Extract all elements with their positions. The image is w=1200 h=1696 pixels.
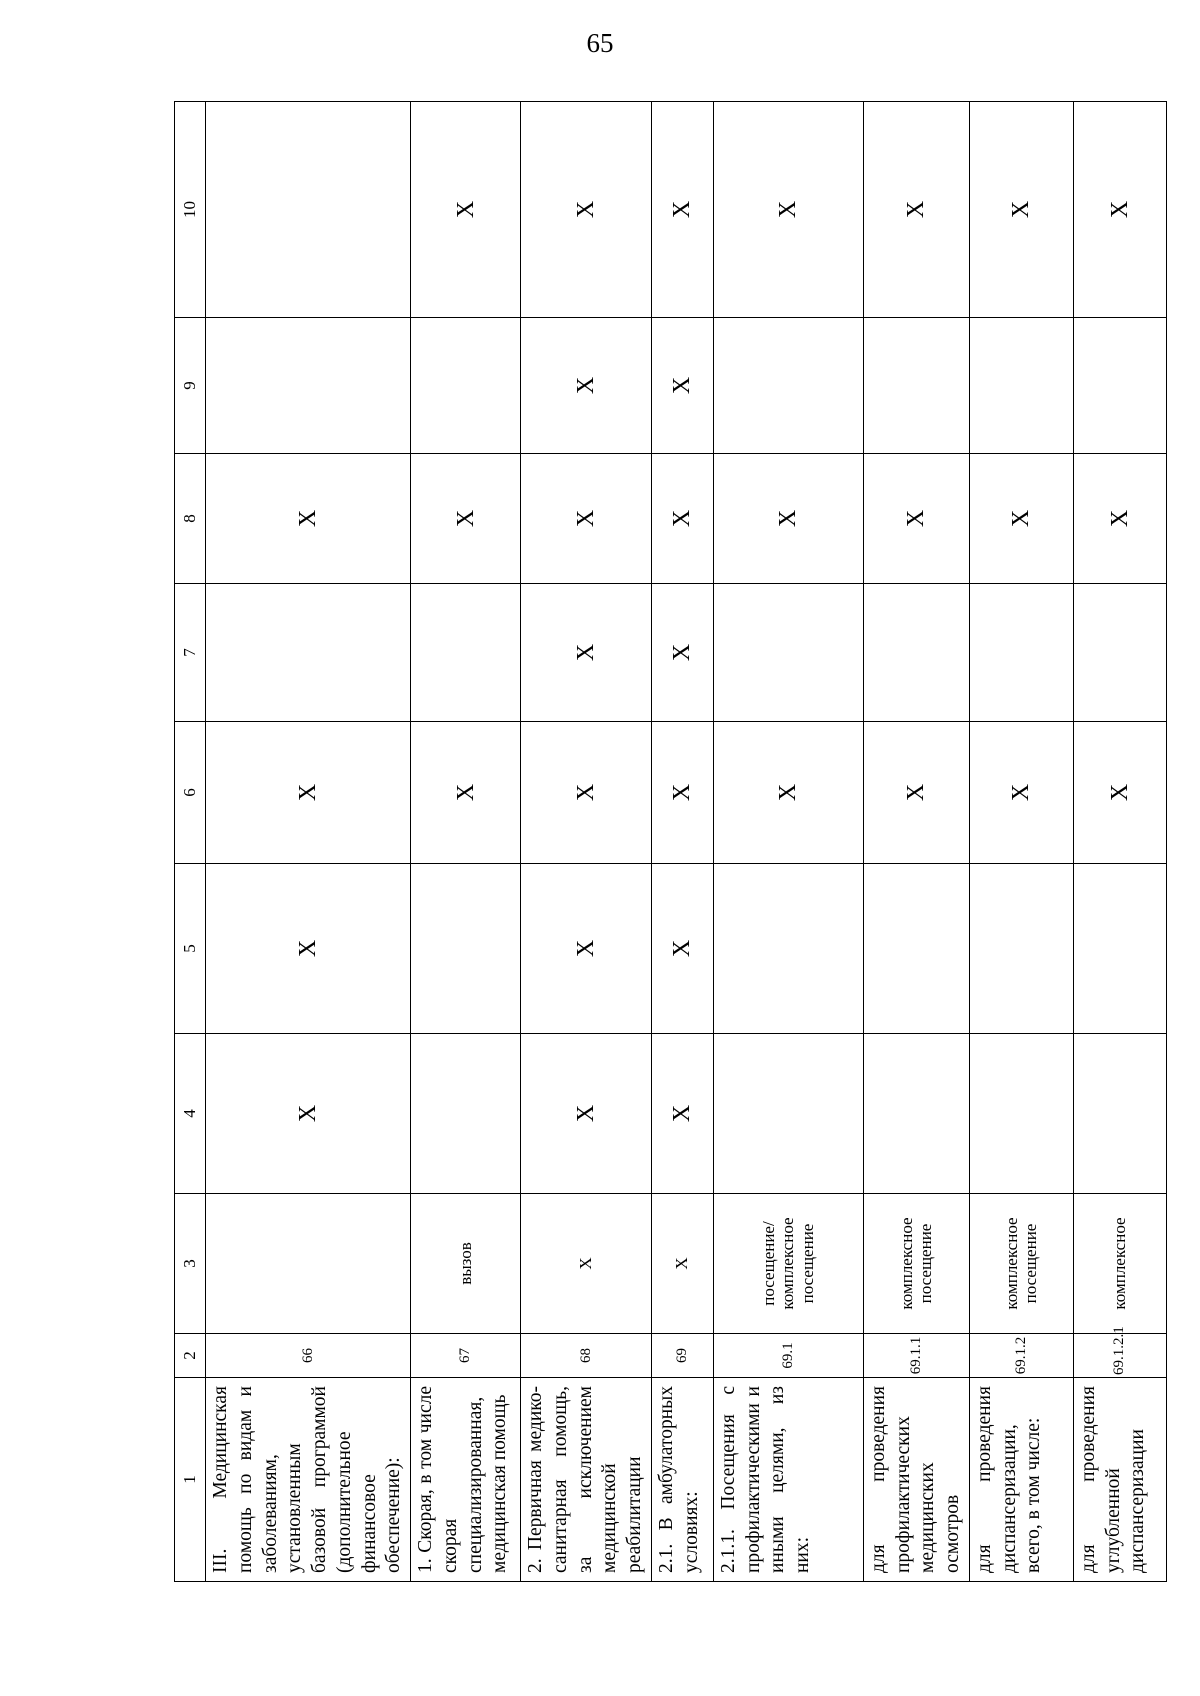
x-mark-cell <box>206 102 411 318</box>
column-number: 8 <box>175 454 206 584</box>
x-mark-cell: X <box>651 102 713 318</box>
x-mark-cell: X <box>713 102 863 318</box>
x-mark-cell <box>969 864 1073 1034</box>
x-mark-cell <box>969 584 1073 722</box>
x-mark-cell: X <box>651 318 713 454</box>
x-mark-cell <box>206 584 411 722</box>
data-table <box>174 101 1167 1582</box>
x-mark-cell: X <box>206 722 411 864</box>
unit-cell: посещение/ комплексное посещение <box>713 1194 863 1334</box>
line-number: 69.1.2.1 <box>1073 1334 1166 1378</box>
unit-cell: комплексное <box>1073 1194 1166 1334</box>
line-number: 67 <box>411 1334 521 1378</box>
table-row <box>713 102 863 1582</box>
x-mark-cell: X <box>521 864 652 1034</box>
line-number: 69.1 <box>713 1334 863 1378</box>
row-label: III. Медицинская помощь по видам и заболеваниям, установленным базовой программой (дополнительное финансовое обеспечение): <box>206 1378 411 1582</box>
row-label: 1. Скорая, в том числе скорая специализированная, медицинская помощь <box>411 1378 521 1582</box>
column-number-row <box>175 102 206 1582</box>
table-row <box>411 102 521 1582</box>
x-mark-cell: X <box>651 454 713 584</box>
column-number: 2 <box>175 1334 206 1378</box>
x-mark-cell: X <box>863 722 969 864</box>
unit-cell: вызов <box>411 1194 521 1334</box>
x-mark-cell <box>1073 1034 1166 1194</box>
row-label: 2.1. В амбулаторных условиях: <box>651 1378 713 1582</box>
x-mark-cell <box>713 1034 863 1194</box>
x-mark-cell: X <box>411 722 521 864</box>
x-mark-cell: X <box>651 864 713 1034</box>
table-row <box>1073 102 1166 1582</box>
x-mark-cell: X <box>651 1034 713 1194</box>
column-number: 9 <box>175 318 206 454</box>
column-number: 4 <box>175 1034 206 1194</box>
column-number: 6 <box>175 722 206 864</box>
x-mark-cell <box>969 318 1073 454</box>
x-mark-cell: X <box>713 454 863 584</box>
x-mark-cell <box>969 1034 1073 1194</box>
row-label: для проведения диспансеризации, всего, в том числе: <box>969 1378 1073 1582</box>
x-mark-cell: X <box>521 454 652 584</box>
x-mark-cell: X <box>651 584 713 722</box>
unit-cell <box>206 1194 411 1334</box>
x-mark-cell: X <box>1073 102 1166 318</box>
x-mark-cell: X <box>713 722 863 864</box>
table-row <box>651 102 713 1582</box>
x-mark-cell: X <box>651 722 713 864</box>
table-row <box>969 102 1073 1582</box>
x-mark-cell <box>206 318 411 454</box>
x-mark-cell <box>411 864 521 1034</box>
table-row <box>863 102 969 1582</box>
x-mark-cell: X <box>411 102 521 318</box>
x-mark-cell: X <box>863 102 969 318</box>
x-mark-cell: X <box>206 454 411 584</box>
row-label: для проведения профилактических медицинских осмотров <box>863 1378 969 1582</box>
x-mark-cell <box>1073 318 1166 454</box>
x-mark-cell: X <box>206 864 411 1034</box>
x-mark-cell <box>713 318 863 454</box>
x-mark-cell <box>863 318 969 454</box>
x-mark-cell: X <box>863 454 969 584</box>
table-row <box>206 102 411 1582</box>
x-mark-cell: X <box>521 102 652 318</box>
x-mark-cell: X <box>521 722 652 864</box>
x-mark-cell <box>713 584 863 722</box>
row-label: 2.1.1. Посещения с профилактическими и иными целями, из них: <box>713 1378 863 1582</box>
x-mark-cell: X <box>969 722 1073 864</box>
unit-cell: X <box>521 1194 652 1334</box>
line-number: 69.1.2 <box>969 1334 1073 1378</box>
x-mark-cell: X <box>521 1034 652 1194</box>
rotated-table-frame <box>174 102 1149 1582</box>
x-mark-cell: X <box>521 584 652 722</box>
column-number: 1 <box>175 1378 206 1582</box>
line-number: 66 <box>206 1334 411 1378</box>
x-mark-cell <box>863 864 969 1034</box>
x-mark-cell: X <box>969 102 1073 318</box>
x-mark-cell <box>713 864 863 1034</box>
x-mark-cell: X <box>1073 722 1166 864</box>
column-number: 3 <box>175 1194 206 1334</box>
row-label: 2. Первичная медико-санитарная помощь, за исключением медицинской реабилитации <box>521 1378 652 1582</box>
x-mark-cell <box>411 318 521 454</box>
column-number: 7 <box>175 584 206 722</box>
line-number: 68 <box>521 1334 652 1378</box>
x-mark-cell: X <box>969 454 1073 584</box>
column-number: 5 <box>175 864 206 1034</box>
page-number: 65 <box>586 28 614 58</box>
x-mark-cell <box>411 584 521 722</box>
x-mark-cell: X <box>1073 454 1166 584</box>
x-mark-cell <box>863 584 969 722</box>
x-mark-cell: X <box>206 1034 411 1194</box>
line-number: 69.1.1 <box>863 1334 969 1378</box>
x-mark-cell <box>1073 584 1166 722</box>
unit-cell: X <box>651 1194 713 1334</box>
x-mark-cell <box>863 1034 969 1194</box>
line-number: 69 <box>651 1334 713 1378</box>
column-number: 10 <box>175 102 206 318</box>
row-label: для проведения углубленной диспансеризации <box>1073 1378 1166 1582</box>
x-mark-cell <box>411 1034 521 1194</box>
table-row <box>521 102 652 1582</box>
x-mark-cell: X <box>411 454 521 584</box>
x-mark-cell: X <box>521 318 652 454</box>
x-mark-cell <box>1073 864 1166 1034</box>
unit-cell: комплексное посещение <box>863 1194 969 1334</box>
unit-cell: комплексное посещение <box>969 1194 1073 1334</box>
